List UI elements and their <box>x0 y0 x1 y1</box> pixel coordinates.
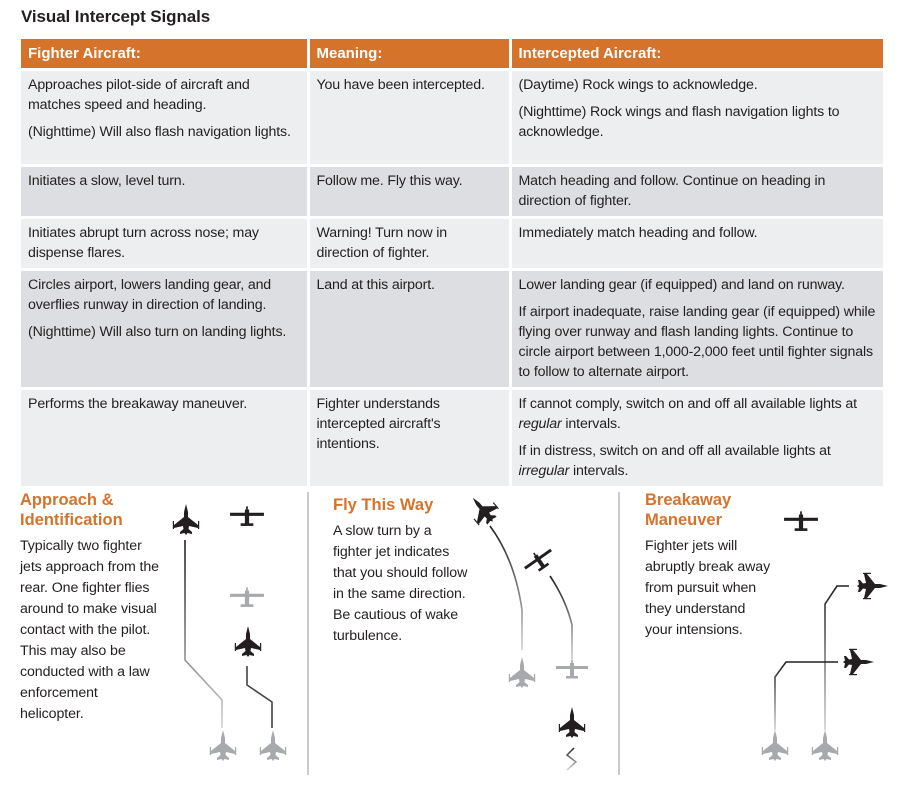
text-part: If in distress, switch on and off all available lights at <box>518 443 831 459</box>
fighter-cell <box>21 218 308 270</box>
section-divider <box>618 492 620 775</box>
emphasis-text: regular <box>518 416 562 432</box>
breakaway-diagram <box>760 480 910 790</box>
emphasis-text: irregular <box>518 463 570 479</box>
table-row <box>21 166 883 218</box>
cell-text: You have been intercepted. <box>316 77 485 93</box>
table-header-row <box>21 39 883 70</box>
fighter-jet-icon <box>463 489 503 530</box>
fighter-jet-icon <box>559 707 585 738</box>
cell-text: Initiates a slow, level turn. <box>28 173 186 189</box>
table-row <box>21 218 883 270</box>
column-header-intercepted: Intercepted Aircraft: <box>510 39 883 70</box>
fighter-jet-faded-icon <box>210 730 236 761</box>
cell-text <box>519 441 877 481</box>
text-part: intervals. <box>561 416 621 432</box>
cell-text: (Nighttime) Will also turn on landing lights. <box>28 324 287 340</box>
fly-this-way-panel <box>333 495 473 785</box>
intercepted-cell <box>510 166 883 218</box>
approach-diagram <box>160 480 310 790</box>
cell-text <box>519 394 877 434</box>
panel-body: Typically two fighter jets approach from the rear. One fighter flies around to make visual contact with the pilot. This may also be conducted with a law enforcement helicopter. <box>20 538 159 722</box>
meaning-cell <box>308 218 510 270</box>
table-row <box>21 70 883 166</box>
propeller-plane-icon <box>784 511 818 531</box>
fighter-jet-faded-icon <box>812 730 838 761</box>
fighter-jet-faded-icon <box>509 657 535 688</box>
cell-text: Circles airport, lowers landing gear, and overflies runway in direction of landing. <box>28 277 272 313</box>
text-part: If cannot comply, switch on and off all available lights at <box>518 396 857 412</box>
cell-text: Immediately match heading and follow. <box>518 225 758 241</box>
wake-turbulence-icon <box>567 748 576 770</box>
panel-body: A slow turn by a fighter jet indicates that you should follow in the same direction. Be cautious of wake turbulence. <box>333 523 468 644</box>
panel-heading: Fly This Way <box>333 496 434 514</box>
fighter-jet-faded-icon <box>260 730 286 761</box>
fighter-jet-icon <box>235 626 261 657</box>
table-row <box>21 270 883 389</box>
panel-body: Fighter jets will abruptly break away from pursuit when they understand your intensions. <box>645 538 771 638</box>
cell-text: Lower landing gear (if equipped) and land on runway. <box>518 277 845 293</box>
page-title: Visual Intercept Signals <box>21 7 211 26</box>
cell-text: Approaches pilot-side of aircraft and matches speed and heading. <box>28 77 250 113</box>
meaning-cell <box>308 166 510 218</box>
propeller-plane-icon <box>230 506 264 526</box>
intercepted-cell <box>510 270 883 389</box>
cell-text: (Nighttime) Will also flash navigation lights. <box>28 124 291 140</box>
cell-text: If airport inadequate, raise landing gear (if equipped) while flying over runway and flash landing lights. Continue to circle airport between 1,000-2,000 feet until fighter signals to follow to alternate airport. <box>518 304 876 380</box>
flight-path <box>247 666 272 728</box>
cell-text: (Nighttime) Rock wings and flash navigation lights to acknowledge. <box>518 104 840 140</box>
intercept-signals-table <box>21 39 883 486</box>
cell-text: Land at this airport. <box>316 277 435 293</box>
panel-heading: Breakaway Maneuver <box>645 491 732 529</box>
table-row <box>21 389 883 487</box>
breakaway-maneuver-panel <box>645 490 775 780</box>
intercepted-cell <box>510 218 883 270</box>
fighter-cell <box>21 70 308 166</box>
meaning-cell <box>308 389 510 487</box>
column-header-meaning: Meaning: <box>308 39 510 70</box>
column-header-fighter: Fighter Aircraft: <box>21 39 308 70</box>
cell-text: Fighter understands intercepted aircraft's intentions. <box>316 396 441 452</box>
propeller-plane-faded-icon <box>230 587 264 607</box>
cell-text: Follow me. Fly this way. <box>316 173 463 189</box>
intercepted-cell <box>510 70 883 166</box>
fly-this-way-diagram <box>460 480 610 790</box>
text-part: intervals. <box>569 463 629 479</box>
fighter-jet-icon <box>173 504 199 535</box>
cell-text: Initiates abrupt turn across nose; may dispense flares. <box>28 225 259 261</box>
approach-identification-panel <box>20 490 165 780</box>
panel-heading: Approach & Identification <box>20 491 123 529</box>
fighter-cell <box>21 270 308 389</box>
cell-text: Match heading and follow. Continue on heading in direction of fighter. <box>518 173 826 209</box>
meaning-cell <box>308 70 510 166</box>
fighter-cell <box>21 166 308 218</box>
flight-path <box>550 576 572 660</box>
flight-path <box>185 540 222 728</box>
intercepted-cell <box>510 389 883 487</box>
flight-path <box>490 526 522 650</box>
propeller-plane-faded-icon <box>556 660 588 679</box>
propeller-plane-icon <box>521 544 558 578</box>
cell-text: Warning! Turn now in direction of fighter. <box>316 225 448 261</box>
fighter-jet-icon <box>857 573 888 599</box>
fighter-jet-icon <box>843 649 874 675</box>
flight-path <box>775 662 838 730</box>
fighter-jet-faded-icon <box>762 730 788 761</box>
cell-text: Performs the breakaway maneuver. <box>28 396 248 412</box>
fighter-cell <box>21 389 308 487</box>
cell-text: (Daytime) Rock wings to acknowledge. <box>518 77 758 93</box>
section-divider <box>307 492 309 775</box>
meaning-cell <box>308 270 510 389</box>
